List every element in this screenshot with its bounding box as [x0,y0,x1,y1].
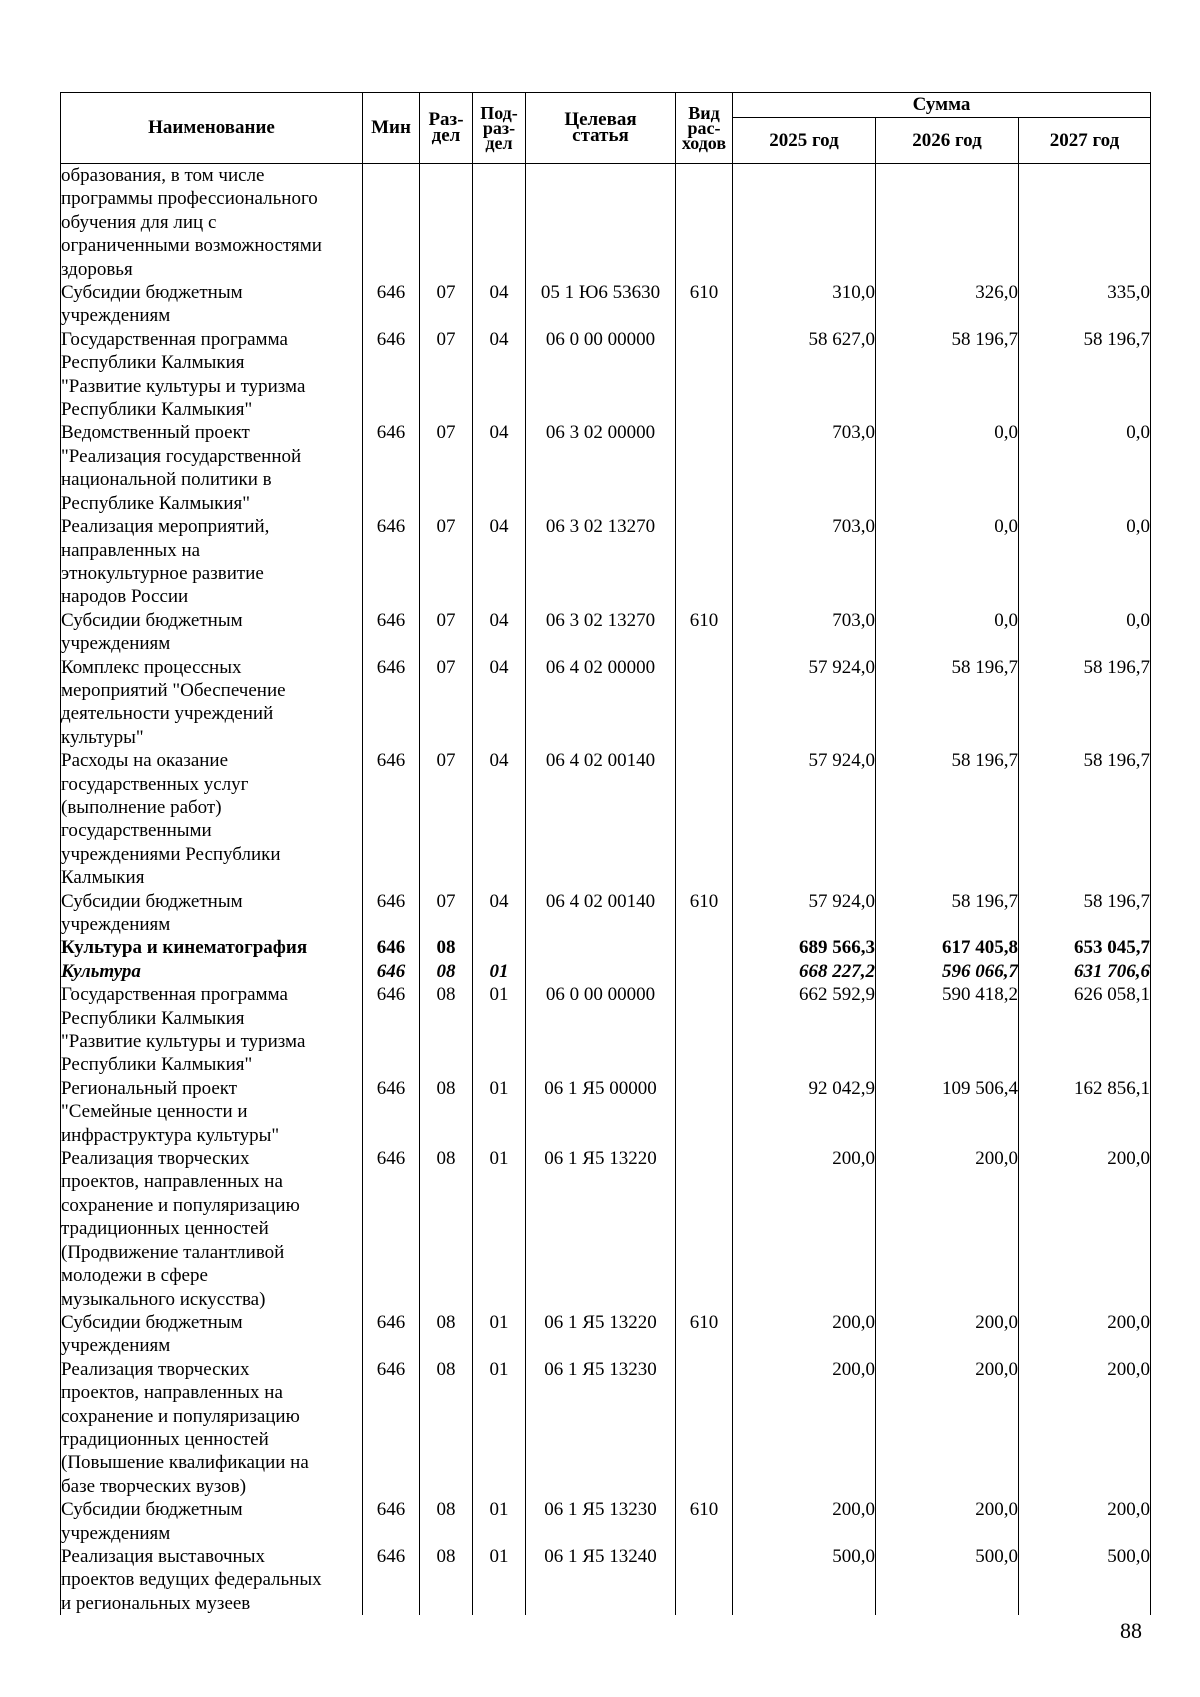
cell-sum-2027: 200,0 [1019,1311,1151,1358]
table-body [61,164,1151,1616]
cell-min: 646 [363,936,420,959]
cell-sum-2025: 662 592,9 [733,983,876,1077]
cell-sum-2025: 200,0 [733,1358,876,1498]
cell-name: Реализация творческих проектов, направленных на сохранение и популяризацию традиционных ценностей (Повышение квалификации на базе творческих вузов) [61,1358,363,1498]
cell-name: Расходы на оказание государственных услуг (выполнение работ) государственными учреждениями Республики Калмыкия [61,749,363,889]
cell-sum-2027: 335,0 [1019,281,1151,328]
cell-sum-2025: 58 627,0 [733,328,876,422]
cell-name: образования, в том числе программы профессионального обучения для лиц с ограниченными возможностями здоровья [61,164,363,282]
table-header [61,93,1151,164]
cell-name: Субсидии бюджетным учреждениям [61,281,363,328]
cell-target-article: 06 1 Я5 13230 [526,1358,676,1498]
cell-sum-2026 [876,164,1019,282]
cell-sum-2026: 58 196,7 [876,890,1019,937]
cell-podrazdel: 04 [473,328,526,422]
cell-razdel: 07 [420,890,473,937]
table-row [61,281,1151,328]
cell-sum-2025: 703,0 [733,609,876,656]
cell-min: 646 [363,983,420,1077]
cell-sum-2025: 57 924,0 [733,656,876,750]
cell-expense-type [676,1545,733,1615]
cell-expense-type [676,164,733,282]
cell-podrazdel: 04 [473,656,526,750]
cell-sum-2027: 58 196,7 [1019,749,1151,889]
cell-name: Государственная программа Республики Калмыкия "Развитие культуры и туризма Республики Калмыкия" [61,328,363,422]
cell-min: 646 [363,515,420,609]
page-number: 88 [1120,1618,1142,1643]
cell-sum-2027: 626 058,1 [1019,983,1151,1077]
table-row [61,164,1151,282]
cell-podrazdel: 01 [473,960,526,983]
cell-podrazdel: 01 [473,983,526,1077]
cell-sum-2025: 92 042,9 [733,1077,876,1147]
cell-target-article: 06 1 Я5 13240 [526,1545,676,1615]
cell-expense-type [676,983,733,1077]
header-podrazdel: Под- раз- дел [473,93,526,164]
cell-target-article: 06 4 02 00140 [526,749,676,889]
header-target-article: Целевая статья [526,93,676,164]
cell-razdel: 07 [420,656,473,750]
cell-sum-2026: 200,0 [876,1147,1019,1311]
cell-target-article [526,936,676,959]
cell-min: 646 [363,1358,420,1498]
cell-min: 646 [363,1077,420,1147]
cell-razdel: 08 [420,1358,473,1498]
cell-target-article: 05 1 Ю6 53630 [526,281,676,328]
cell-sum-2026: 0,0 [876,515,1019,609]
cell-razdel: 08 [420,1545,473,1615]
cell-razdel: 08 [420,1498,473,1545]
cell-podrazdel: 04 [473,515,526,609]
cell-podrazdel: 01 [473,1311,526,1358]
cell-name: Субсидии бюджетным учреждениям [61,1498,363,1545]
cell-sum-2027: 200,0 [1019,1498,1151,1545]
cell-razdel [420,164,473,282]
cell-podrazdel [473,164,526,282]
cell-sum-2026: 0,0 [876,609,1019,656]
table-row [61,749,1151,889]
cell-name: Реализация творческих проектов, направленных на сохранение и популяризацию традиционных ценностей (Продвижение талантливой молодежи в сфере музыкального искусства) [61,1147,363,1311]
cell-razdel: 07 [420,749,473,889]
cell-name: Реализация мероприятий, направленных на этнокультурное развитие народов России [61,515,363,609]
cell-expense-type [676,936,733,959]
cell-sum-2026: 590 418,2 [876,983,1019,1077]
cell-sum-2027: 162 856,1 [1019,1077,1151,1147]
cell-sum-2027: 200,0 [1019,1358,1151,1498]
cell-podrazdel [473,936,526,959]
cell-target-article: 06 0 00 00000 [526,983,676,1077]
cell-sum-2025: 200,0 [733,1311,876,1358]
header-year-2027: 2027 год [1019,118,1151,164]
cell-sum-2027: 500,0 [1019,1545,1151,1615]
cell-sum-2025: 57 924,0 [733,749,876,889]
cell-podrazdel: 01 [473,1545,526,1615]
cell-razdel: 08 [420,1077,473,1147]
cell-sum-2025: 703,0 [733,515,876,609]
cell-target-article [526,164,676,282]
cell-target-article: 06 3 02 13270 [526,515,676,609]
cell-name: Субсидии бюджетным учреждениям [61,1311,363,1358]
cell-razdel: 08 [420,1147,473,1311]
table-row [61,1311,1151,1358]
cell-min [363,164,420,282]
cell-sum-2026: 109 506,4 [876,1077,1019,1147]
cell-target-article: 06 1 Я5 13230 [526,1498,676,1545]
cell-sum-2025: 689 566,3 [733,936,876,959]
table-row [61,609,1151,656]
cell-target-article: 06 1 Я5 13220 [526,1311,676,1358]
cell-min: 646 [363,960,420,983]
cell-sum-2026: 617 405,8 [876,936,1019,959]
cell-sum-2027: 200,0 [1019,1147,1151,1311]
cell-target-article: 06 1 Я5 13220 [526,1147,676,1311]
cell-sum-2025: 57 924,0 [733,890,876,937]
budget-table [60,92,1151,1615]
cell-razdel: 07 [420,328,473,422]
cell-sum-2027: 0,0 [1019,515,1151,609]
cell-podrazdel: 04 [473,281,526,328]
cell-sum-2026: 326,0 [876,281,1019,328]
header-sum: Сумма [733,93,1151,118]
cell-name: Культура [61,960,363,983]
table-row [61,1077,1151,1147]
cell-min: 646 [363,421,420,515]
cell-expense-type: 610 [676,1498,733,1545]
cell-sum-2026: 200,0 [876,1311,1019,1358]
cell-sum-2026: 596 066,7 [876,960,1019,983]
cell-podrazdel: 04 [473,890,526,937]
cell-sum-2025: 703,0 [733,421,876,515]
cell-expense-type [676,749,733,889]
cell-sum-2025: 668 227,2 [733,960,876,983]
cell-name: Региональный проект "Семейные ценности и инфраструктура культуры" [61,1077,363,1147]
cell-expense-type: 610 [676,890,733,937]
header-name: Наименование [61,93,363,164]
cell-name: Комплекс процессных мероприятий "Обеспечение деятельности учреждений культуры" [61,656,363,750]
table-row [61,1358,1151,1498]
cell-min: 646 [363,1545,420,1615]
cell-name: Субсидии бюджетным учреждениям [61,890,363,937]
table-row [61,890,1151,937]
cell-target-article: 06 3 02 13270 [526,609,676,656]
cell-podrazdel: 04 [473,421,526,515]
cell-podrazdel: 01 [473,1147,526,1311]
cell-expense-type [676,1358,733,1498]
table-row [61,656,1151,750]
cell-sum-2025: 200,0 [733,1147,876,1311]
cell-sum-2026: 58 196,7 [876,749,1019,889]
cell-name: Ведомственный проект "Реализация государственной национальной политики в Республике Калмыкия" [61,421,363,515]
cell-razdel: 08 [420,983,473,1077]
cell-sum-2025: 310,0 [733,281,876,328]
table-row [61,960,1151,983]
cell-sum-2026: 58 196,7 [876,656,1019,750]
cell-sum-2025: 500,0 [733,1545,876,1615]
cell-razdel: 07 [420,281,473,328]
cell-podrazdel: 01 [473,1358,526,1498]
cell-target-article: 06 4 02 00000 [526,656,676,750]
cell-name: Государственная программа Республики Калмыкия "Развитие культуры и туризма Республики Калмыкия" [61,983,363,1077]
cell-sum-2027 [1019,164,1151,282]
cell-sum-2027: 0,0 [1019,421,1151,515]
cell-target-article: 06 1 Я5 00000 [526,1077,676,1147]
cell-target-article: 06 4 02 00140 [526,890,676,937]
cell-target-article: 06 3 02 00000 [526,421,676,515]
cell-min: 646 [363,328,420,422]
cell-razdel: 07 [420,515,473,609]
cell-razdel: 07 [420,609,473,656]
cell-expense-type [676,328,733,422]
cell-sum-2027: 58 196,7 [1019,656,1151,750]
cell-razdel: 08 [420,1311,473,1358]
header-razdel: Раз- дел [420,93,473,164]
table-row [61,983,1151,1077]
cell-sum-2025 [733,164,876,282]
cell-sum-2025: 200,0 [733,1498,876,1545]
cell-sum-2027: 631 706,6 [1019,960,1151,983]
cell-name: Культура и кинематография [61,936,363,959]
cell-razdel: 07 [420,421,473,515]
cell-sum-2027: 58 196,7 [1019,328,1151,422]
cell-sum-2026: 58 196,7 [876,328,1019,422]
cell-expense-type [676,656,733,750]
header-expense-type: Вид рас- ходов [676,93,733,164]
cell-expense-type: 610 [676,609,733,656]
cell-expense-type: 610 [676,1311,733,1358]
cell-min: 646 [363,890,420,937]
cell-min: 646 [363,609,420,656]
cell-expense-type [676,515,733,609]
cell-sum-2026: 0,0 [876,421,1019,515]
cell-min: 646 [363,656,420,750]
table-row [61,1498,1151,1545]
cell-min: 646 [363,1147,420,1311]
cell-sum-2027: 58 196,7 [1019,890,1151,937]
cell-sum-2027: 0,0 [1019,609,1151,656]
cell-expense-type [676,421,733,515]
cell-expense-type [676,1147,733,1311]
cell-target-article: 06 0 00 00000 [526,328,676,422]
cell-podrazdel: 01 [473,1498,526,1545]
cell-sum-2026: 200,0 [876,1498,1019,1545]
cell-expense-type [676,1077,733,1147]
cell-name: Субсидии бюджетным учреждениям [61,609,363,656]
table-row [61,936,1151,959]
cell-razdel: 08 [420,960,473,983]
table-row [61,328,1151,422]
header-min: Мин [363,93,420,164]
table-row [61,515,1151,609]
cell-podrazdel: 01 [473,1077,526,1147]
cell-min: 646 [363,281,420,328]
cell-sum-2026: 200,0 [876,1358,1019,1498]
cell-min: 646 [363,749,420,889]
table-row [61,1147,1151,1311]
cell-sum-2027: 653 045,7 [1019,936,1151,959]
cell-expense-type: 610 [676,281,733,328]
cell-razdel: 08 [420,936,473,959]
cell-min: 646 [363,1311,420,1358]
table-row [61,421,1151,515]
cell-expense-type [676,960,733,983]
cell-target-article [526,960,676,983]
cell-min: 646 [363,1498,420,1545]
header-year-2025: 2025 год [733,118,876,164]
cell-podrazdel: 04 [473,609,526,656]
cell-sum-2026: 500,0 [876,1545,1019,1615]
header-year-2026: 2026 год [876,118,1019,164]
cell-podrazdel: 04 [473,749,526,889]
table-row [61,1545,1151,1615]
cell-name: Реализация выставочных проектов ведущих федеральных и региональных музеев [61,1545,363,1615]
